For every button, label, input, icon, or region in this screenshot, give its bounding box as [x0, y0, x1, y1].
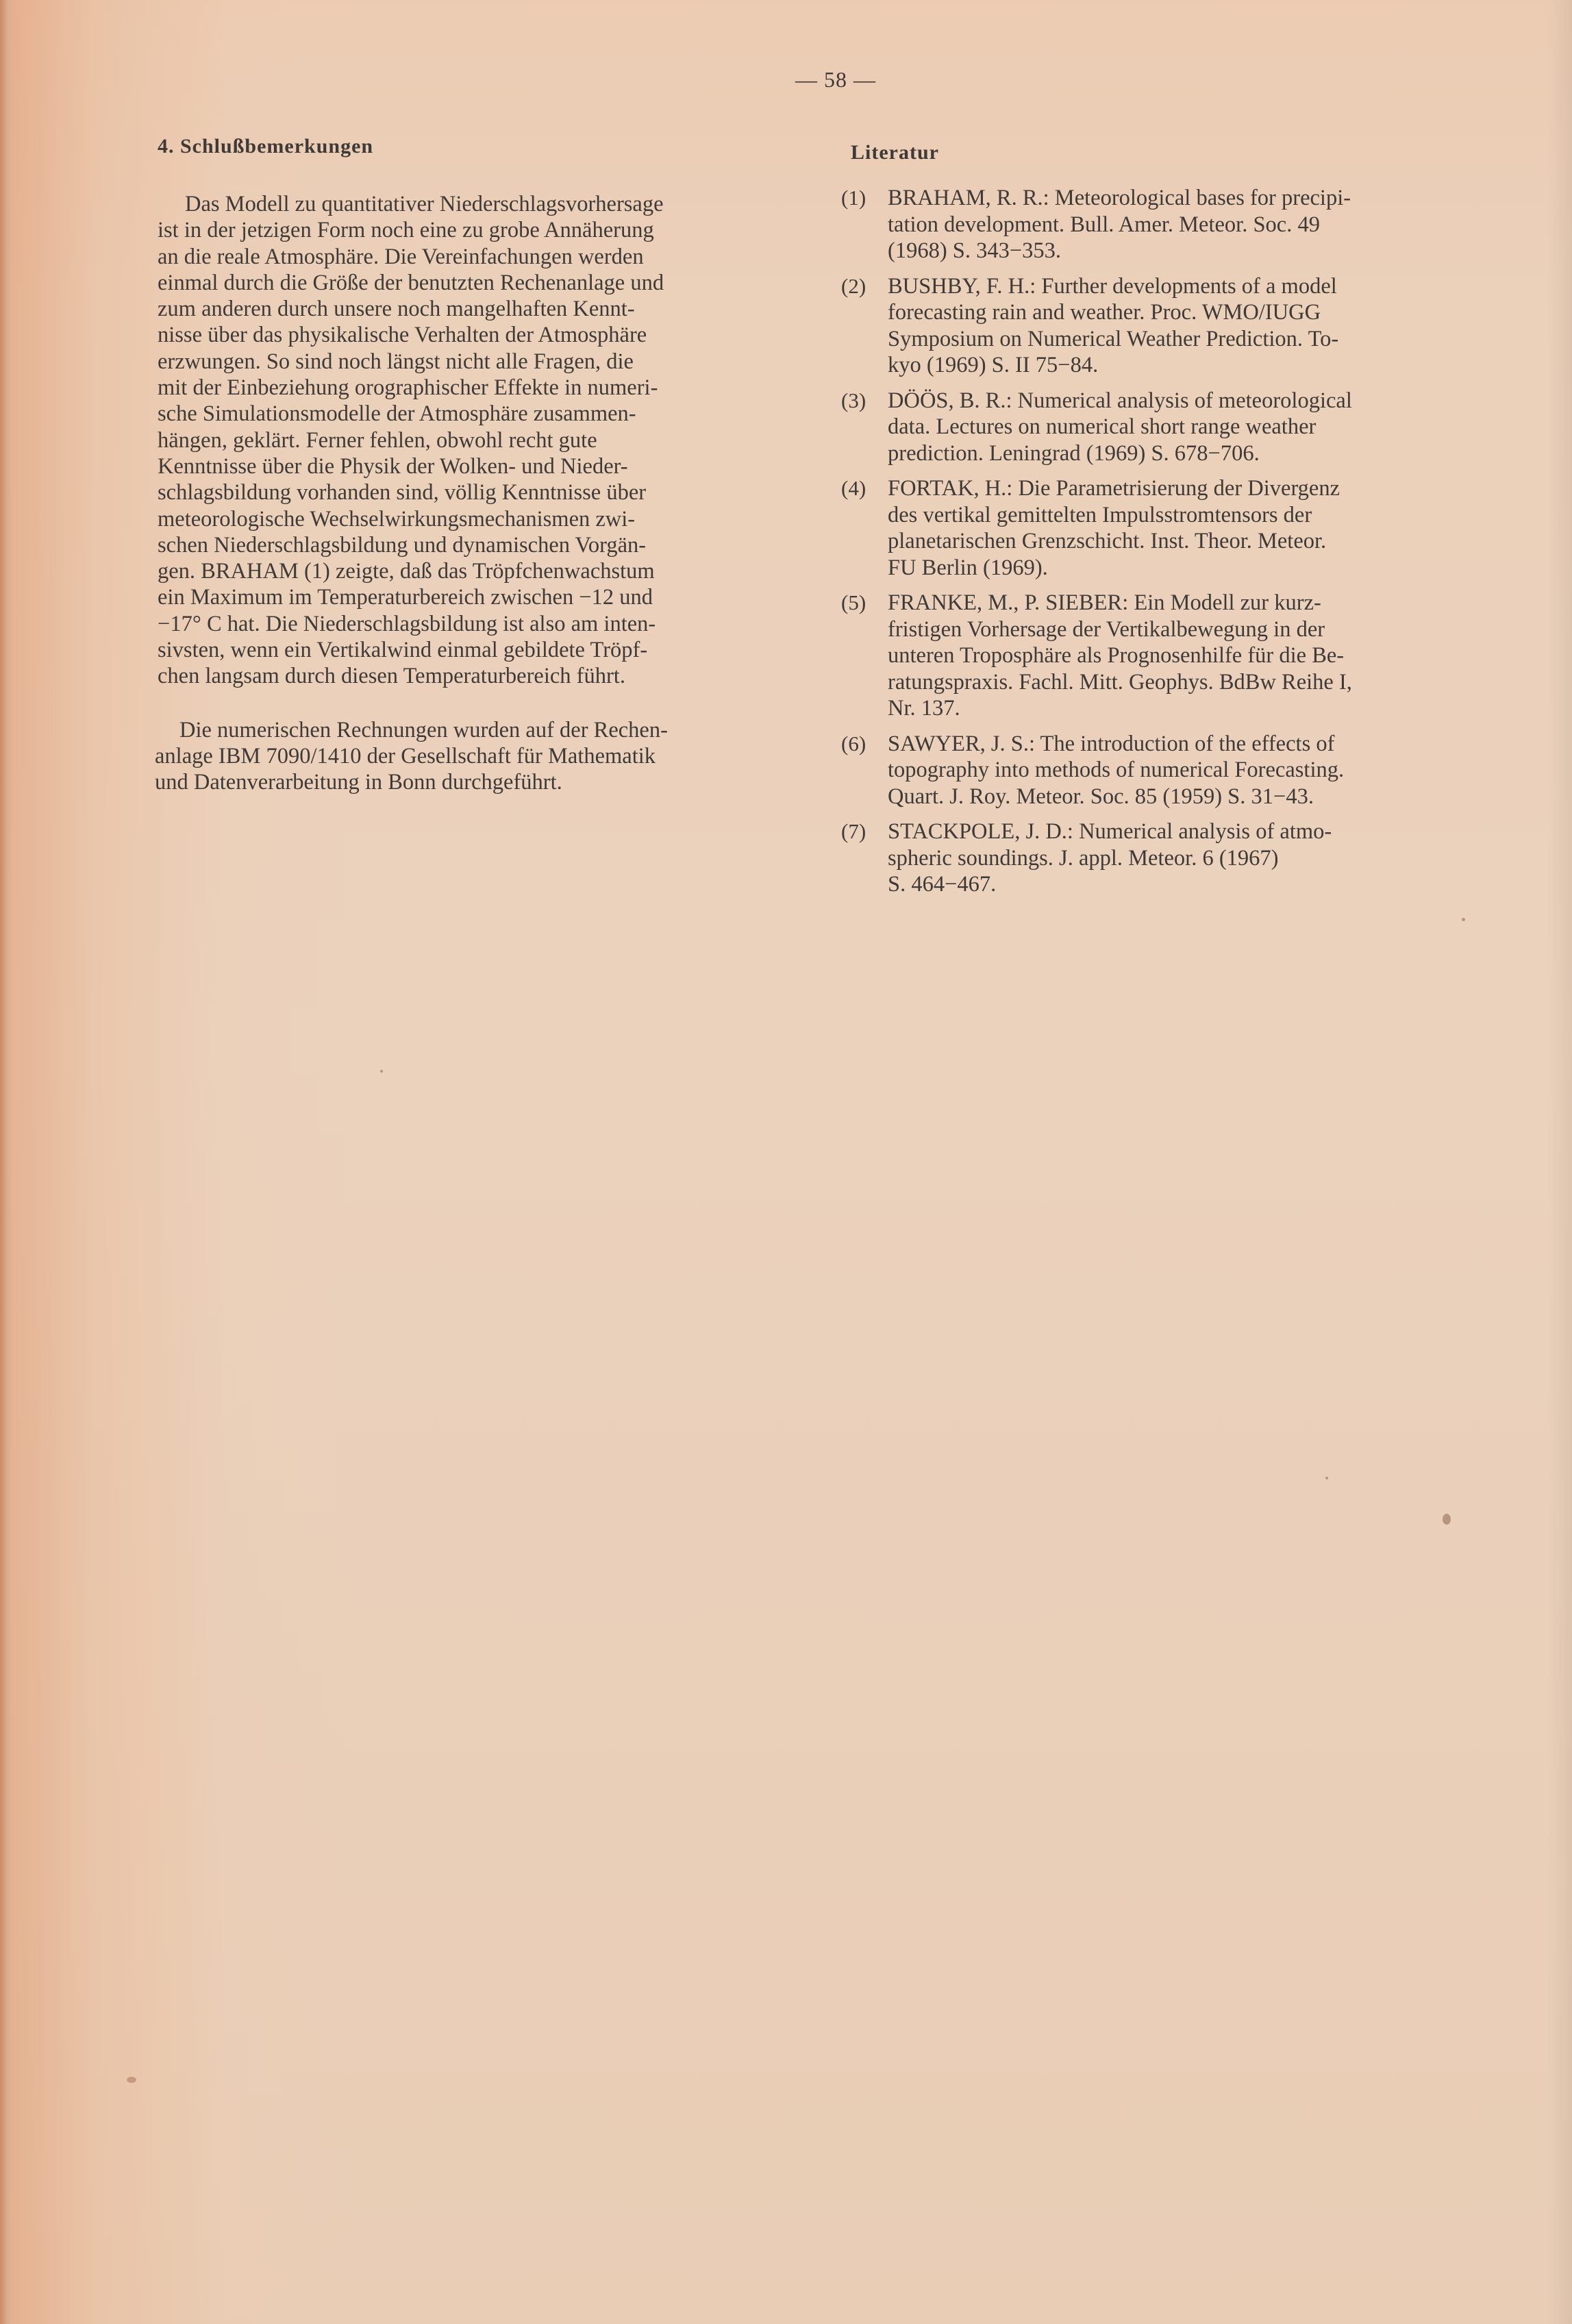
text-line: FORTAK, H.: Die Parametrisierung der Divergenz: [888, 476, 1340, 501]
text-line: kyo (1969) S. II 75−84.: [888, 353, 1099, 377]
text-line: ratungspraxis. Fachl. Mitt. Geophys. BdBw Reihe I,: [888, 669, 1352, 695]
reference-item: [841, 731, 1500, 810]
text-line: Die numerischen Rechnungen wurden auf der Rechen-: [179, 717, 668, 742]
section-heading: 4. Schlußbemerkungen: [158, 135, 374, 158]
reference-number: (7): [841, 819, 866, 843]
text-line: SAWYER, J. S.: The introduction of the effects of: [888, 731, 1335, 756]
text-line: des vertikal gemittelten Impulsstromtensors der: [888, 502, 1312, 527]
text-line: spheric soundings. J. appl. Meteor. 6 (1967): [888, 845, 1279, 871]
text-line: erzwungen. So sind noch längst nicht alle Fragen, die: [158, 349, 634, 374]
paper-speck: [380, 1070, 383, 1073]
acknowledgement-paragraph: [155, 717, 810, 796]
text-line: mit der Einbeziehung orographischer Effekte in numeri-: [158, 375, 658, 401]
text-line: Kenntnisse über die Physik der Wolken- und Nieder-: [158, 453, 628, 479]
text-line: chen langsam durch diesen Temperaturbereich führt.: [158, 664, 625, 689]
paper-speck: [1443, 1514, 1451, 1525]
reference-number: (3): [841, 388, 866, 412]
text-line: anlage IBM 7090/1410 der Gesellschaft für Mathematik: [155, 743, 656, 769]
paper-speck: [1325, 1477, 1328, 1479]
text-line: tation development. Bull. Amer. Meteor. Soc. 49: [888, 212, 1320, 237]
reference-item: [841, 273, 1500, 379]
conclusion-paragraph: [158, 191, 810, 690]
reference-number: (4): [841, 476, 866, 500]
text-line: an die reale Atmosphäre. Die Vereinfachungen werden: [158, 244, 644, 269]
left-column: [152, 135, 810, 796]
reference-item: [841, 819, 1500, 898]
page-edge-shadow: [0, 0, 12, 2324]
reference-number: (1): [841, 186, 866, 210]
text-line: −17° C hat. Die Niederschlagsbildung ist also am inten-: [158, 611, 656, 636]
text-line: nisse über das physikalische Verhalten der Atmosphäre: [158, 323, 647, 348]
reference-item: [841, 475, 1500, 581]
text-line: hängen, geklärt. Ferner fehlen, obwohl recht gute: [158, 427, 597, 453]
text-line: BRAHAM, R. R.: Meteorological bases for precipi-: [888, 186, 1351, 210]
reference-text: [888, 388, 1500, 467]
reference-item: [841, 185, 1500, 264]
page-number: — 58 —: [795, 67, 876, 92]
text-line: schlagsbildung vorhanden sind, völlig Kenntnisse über: [158, 480, 647, 505]
reference-number: (2): [841, 273, 866, 298]
reference-text: [888, 475, 1500, 581]
text-line: ist in der jetzigen Form noch eine zu grobe Annäherung: [158, 218, 654, 243]
text-line: unteren Troposphäre als Prognosenhilfe für die Be-: [888, 643, 1345, 668]
text-line: DÖÖS, B. R.: Numerical analysis of meteorological: [888, 388, 1352, 413]
text-line: STACKPOLE, J. D.: Numerical analysis of atmo-: [888, 819, 1332, 844]
text-line: prediction. Leningrad (1969) S. 678−706.: [888, 440, 1260, 466]
text-line: (1968) S. 343−353.: [888, 238, 1062, 263]
text-line: S. 464−467.: [888, 872, 997, 897]
text-line: und Datenverarbeitung in Bonn durchgeführt.: [155, 770, 562, 795]
text-line: meteorologische Wechselwirkungsmechanismen zwi-: [158, 506, 636, 532]
text-line: topography into methods of numerical Forecasting.: [888, 758, 1345, 782]
text-line: einmal durch die Größe der benutzten Rechenanlage und: [158, 270, 664, 295]
text-line: sche Simulationsmodelle der Atmosphäre zusammen-: [158, 401, 636, 427]
text-line: BUSHBY, F. H.: Further developments of a model: [888, 273, 1337, 299]
paper-speck: [127, 2077, 136, 2083]
reference-item: [841, 388, 1500, 467]
text-line: data. Lectures on numerical short range weather: [888, 414, 1317, 439]
text-line: gen. BRAHAM (1) zeigte, daß das Tröpfchenwachstum: [158, 559, 655, 584]
text-line: ein Maximum im Temperaturbereich zwischen −12 und: [158, 585, 653, 610]
text-line: Quart. J. Roy. Meteor. Soc. 85 (1959) S. 31−43.: [888, 784, 1314, 809]
text-line: planetarischen Grenzschicht. Inst. Theor. Meteor.: [888, 529, 1327, 553]
reference-text: [888, 590, 1500, 722]
text-line: sivsten, wenn ein Vertikalwind einmal gebildete Tröpf-: [158, 638, 648, 663]
right-column: [841, 141, 1500, 907]
paper-speck: [1462, 918, 1465, 921]
text-line: Nr. 137.: [888, 696, 960, 721]
page-edge-right: [1547, 0, 1572, 2324]
reference-text: [888, 273, 1500, 379]
reference-text: [888, 185, 1500, 264]
reference-text: [888, 731, 1500, 810]
text-line: FRANKE, M., P. SIEBER: Ein Modell zur kurz-: [888, 590, 1321, 615]
text-line: schen Niederschlagsbildung und dynamischen Vorgän-: [158, 532, 647, 558]
text-line: Symposium on Numerical Weather Prediction. To-: [888, 326, 1339, 351]
literature-heading: Literatur: [851, 141, 939, 164]
text-line: FU Berlin (1969).: [888, 555, 1048, 580]
text-line: forecasting rain and weather. Proc. WMO/IUGG: [888, 300, 1321, 325]
reference-number: (5): [841, 590, 866, 614]
reference-item: [841, 590, 1500, 722]
text-line: zum anderen durch unsere noch mangelhaften Kennt-: [158, 297, 635, 322]
text-line: fristigen Vorhersage der Vertikalbewegung in der: [888, 616, 1325, 642]
text-line: Das Modell zu quantitativer Niederschlagsvorhersage: [185, 192, 664, 216]
reference-text: [888, 819, 1500, 898]
reference-number: (6): [841, 731, 866, 755]
